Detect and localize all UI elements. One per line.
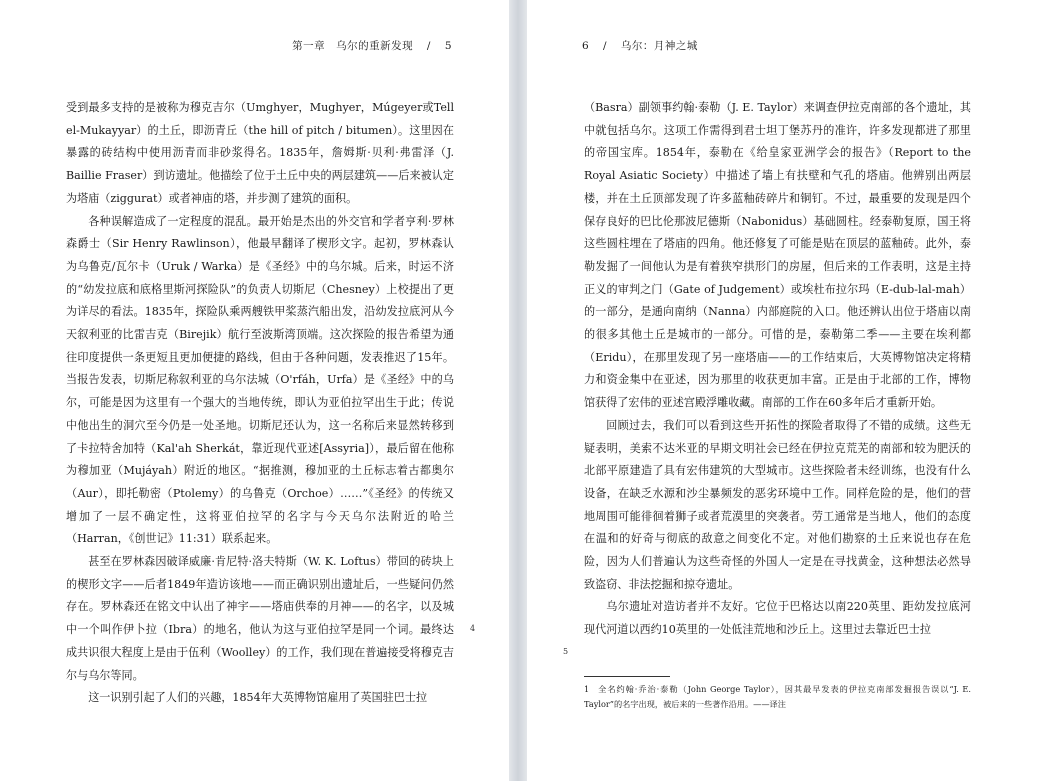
right-page — [527, 0, 1037, 781]
right-header-page-number: 6 — [582, 40, 590, 52]
margin-number-5: 5 — [563, 647, 569, 656]
footnote-rule — [584, 676, 670, 677]
left-page-body — [66, 97, 454, 710]
right-header-chapter: 乌尔：月神之城 — [620, 40, 698, 52]
left-paragraph-4: 这一识别引起了人们的兴趣，1854年大英博物馆雇用了英国驻巴士拉 — [88, 691, 428, 705]
footnote-number: 1 — [584, 684, 590, 694]
margin-number-4: 4 — [470, 624, 476, 633]
right-paragraph-2: 回顾过去，我们可以看到这些开拓性的探险者取得了不错的成绩。这些无疑表明，美索不达米亚的早期文明社会已经在伊拉克荒芜的南部和较为肥沃的北部平原建造了具有宏伟建筑的大型城市。这些探险者未经训练，也没有什么设备，在缺乏水源和沙尘暴频发的恶劣环境中工作。同样危险的是，他们的营地周围可能徘徊着狮子或者荒漠里的突袭者。劳工通常是当地人，他们的态度在温和的好奇与彻底的敌意之间变化不定。对他们勘察的土丘来说也存在危险，因为人们普遍认为这些奇怪的外国人一定是在寻找黄金，这种想法必然导致盗窃、非法挖掘和掠夺遗址。 — [584, 418, 971, 591]
left-running-header — [292, 38, 452, 53]
right-running-header — [582, 38, 698, 53]
left-page — [0, 0, 509, 781]
footnote — [584, 682, 971, 712]
left-header-chapter: 第一章 乌尔的重新发现 — [292, 40, 414, 52]
left-header-separator: / — [426, 40, 431, 52]
right-page-body — [584, 97, 971, 642]
right-paragraph-1 — [584, 97, 971, 415]
right-paragraph-3: 乌尔遗址对造访者并不友好。它位于巴格达以南220英里、距幼发拉底河现代河道以西约10英里的一处低洼荒地和沙丘上。这里过去靠近巴士拉 — [584, 600, 971, 637]
left-paragraph-1: 受到最多支持的是被称为穆克吉尔（Umghyer，Mughyer，Múgeyer或Tell el-Mukayyar）的土丘，即沥青丘（the hill of pitch / bitumen）。这里因在暴露的砖结构中使用沥青而非砂浆得名。1835年，詹姆斯·贝利·弗雷泽（J. Baillie Fraser）到访遗址。他描绘了位于土丘中央的两层建筑——后来被认定为塔庙（ziggurat）或者神庙的塔，并步测了建筑的面积。 — [66, 101, 454, 205]
right-header-separator: / — [603, 40, 608, 52]
left-header-page-number: 5 — [444, 40, 452, 52]
left-paragraph-3: 甚至在罗林森因破译威廉·肯尼特·洛夫特斯（W. K. Loftus）带回的砖块上的楔形文字——后者1849年造访该地——而正确识别出遗址后，一些疑问仍然存在。罗林森还在铭文中认出了神宇——塔庙供奉的月神——的名字，以及城中一个叫作伊卜拉（Ibra）的地名，他认为这与亚伯拉罕是同一个词。最终达成共识很大程度上是由于伍利（Woolley）的工作，我们现在普遍接受将穆克吉尔与乌尔等同。 — [66, 555, 454, 682]
right-paragraph-1-text: （Basra）副领事约翰·泰勒（J. E. Taylor）来调查伊拉克南部的各个遗址，其中就包括乌尔。这项工作需得到君士坦丁堡苏丹的准许，许多发现都进了那里的帝国宝库。1854年，泰勒在《给皇家亚洲学会的报告》（Report to the Royal Asiatic Society）中描述了墙上有扶壁和气孔的塔庙。他辨别出两层楼，并在土丘顶部发现了许多蓝釉砖碎片和铜钉。不过，最重要的发现是四个保存良好的巴比伦那波尼德斯（Nabonidus）基础圆柱。经泰勒复原，国王将这些圆柱埋在了塔庙的四角。他还修复了可能是贴在顶层的蓝釉砖。此外，泰勒发掘了一间他认为是有着狭窄拱形门的房屋，但后来的工作表明，这是主持正义的审判之门（Gate of Judgement）或埃杜布拉尔玛（E-dub-lal-mah）的一部分，是通向南纳（Nanna）内部庭院的入口。他还辨认出位于塔庙以南的很多其他土丘是城市的一部分。可惜的是，泰勒第二季——主要在埃利都（Eridu），在那里发现了另一座塔庙——的工作结束后，大英博物馆决定将精力和资金集中在亚述，因为那里的收获更加丰富。正是由于北部的工作，博物馆获得了宏伟的亚述宫殿浮雕收藏。南部的工作在60多年后才重新开始。 — [584, 101, 971, 410]
page-gutter — [509, 0, 527, 781]
left-paragraph-2: 各种误解造成了一定程度的混乱。最开始是杰出的外交官和学者亨利·罗林森爵士（Sir Henry Rawlinson），他最早翻译了楔形文字。起初，罗林森认为乌鲁克/瓦尔卡（Uruk / Warka）是《圣经》中的乌尔城。后来，时运不济的“幼发拉底和底格里斯河探险队”的负责人切斯尼（Chesney）上校提出了更为详尽的看法。1835年，探险队乘两艘铁甲桨蒸汽船出发，沿幼发拉底河从今天叙利亚的比雷吉克（Birejik）航行至波斯湾顶端。这次探险的报告希望为通往印度提供一条更短且更加便捷的路线，但由于各种问题，发表推迟了15年。当报告发表，切斯尼称叙利亚的乌尔法城（O'rfáh，Urfa）是《圣经》中的乌尔，可能是因为这里有一个强大的当地传统，即认为亚伯拉罕出生于此；传说中他出生的洞穴至今仍是一处圣地。切斯尼还认为，这一名称后来显然转移到了卡拉特舍加特（Kal'ah Sherkát，靠近现代亚述[Assyria]），最后留在他称为穆加亚（Mujáyah）附近的地区。“据推测，穆加亚的土丘标志着古都奥尔（Aur），即托勒密（Ptolemy）的乌鲁克（Orchoe）……”《圣经》的传统又增加了一层不确定性，这将亚伯拉罕的名字与今天乌尔法附近的哈兰（Harran，《创世记》11:31）联系起来。 — [66, 214, 454, 546]
footnote-text: 全名约翰·乔治·泰勒（John George Taylor），因其最早发表的伊拉克南部发掘报告误以“J. E. Taylor”的名字出现，被后来的一些著作沿用。——译注 — [584, 684, 971, 709]
